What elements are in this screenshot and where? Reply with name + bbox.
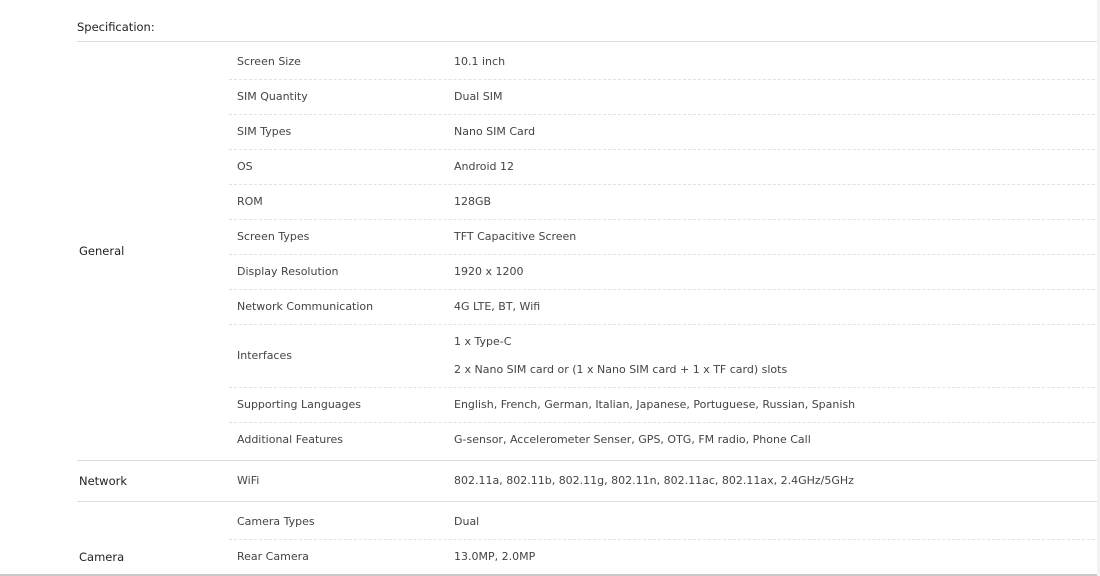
group-label-camera: Camera bbox=[79, 550, 125, 564]
spec-title: Specification: bbox=[77, 20, 155, 34]
spec-key: Display Resolution bbox=[237, 265, 339, 278]
spec-value: 1920 x 1200 bbox=[454, 265, 524, 278]
spec-key: Additional Features bbox=[237, 433, 344, 446]
spec-key: Screen Types bbox=[237, 230, 310, 243]
row-divider bbox=[229, 79, 1100, 80]
spec-value: G-sensor, Accelerometer Senser, GPS, OTG, FM radio, Phone Call bbox=[454, 433, 811, 446]
spec-value: Android 12 bbox=[454, 160, 515, 173]
spec-key: OS bbox=[237, 160, 253, 173]
spec-key: SIM Types bbox=[237, 125, 292, 138]
group-label-general: General bbox=[79, 244, 125, 258]
row-divider bbox=[229, 254, 1100, 255]
row-divider bbox=[229, 387, 1100, 388]
row-divider bbox=[229, 184, 1100, 185]
group-label-network: Network bbox=[79, 474, 128, 488]
spec-value: English, French, German, Italian, Japanese, Portuguese, Russian, Spanish bbox=[454, 398, 856, 411]
spec-value: Nano SIM Card bbox=[454, 125, 536, 138]
group-divider bbox=[77, 501, 1100, 502]
spec-value: Dual bbox=[454, 515, 480, 528]
spec-value: 128GB bbox=[454, 195, 492, 208]
row-divider bbox=[229, 219, 1100, 220]
row-divider bbox=[229, 539, 1100, 540]
spec-key: Network Communication bbox=[237, 300, 374, 313]
spec-value: 802.11a, 802.11b, 802.11g, 802.11n, 802.11ac, 802.11ax, 2.4GHz/5GHz bbox=[454, 474, 854, 487]
spec-value: 2 x Nano SIM card or (1 x Nano SIM card + 1 x TF card) slots bbox=[454, 363, 788, 376]
row-divider bbox=[229, 289, 1100, 290]
spec-key: WiFi bbox=[237, 474, 260, 487]
spec-key: Interfaces bbox=[237, 349, 292, 362]
spec-key: SIM Quantity bbox=[237, 90, 308, 103]
spec-key: Screen Size bbox=[237, 55, 301, 68]
spec-key: Supporting Languages bbox=[237, 398, 362, 411]
spec-value: 1 x Type-C bbox=[454, 335, 512, 348]
spec-key: Camera Types bbox=[237, 515, 315, 528]
spec-key: Rear Camera bbox=[237, 550, 309, 563]
row-divider bbox=[229, 114, 1100, 115]
spec-value: TFT Capacitive Screen bbox=[454, 230, 577, 243]
spec-value: 10.1 inch bbox=[454, 55, 506, 68]
row-divider bbox=[229, 422, 1100, 423]
divider bbox=[77, 41, 1100, 42]
spec-key: ROM bbox=[237, 195, 263, 208]
spec-value: Dual SIM bbox=[454, 90, 503, 103]
row-divider bbox=[229, 324, 1100, 325]
spec-value: 4G LTE, BT, Wifi bbox=[454, 300, 541, 313]
spec-value: 13.0MP, 2.0MP bbox=[454, 550, 536, 563]
group-divider bbox=[77, 460, 1100, 461]
row-divider bbox=[229, 149, 1100, 150]
